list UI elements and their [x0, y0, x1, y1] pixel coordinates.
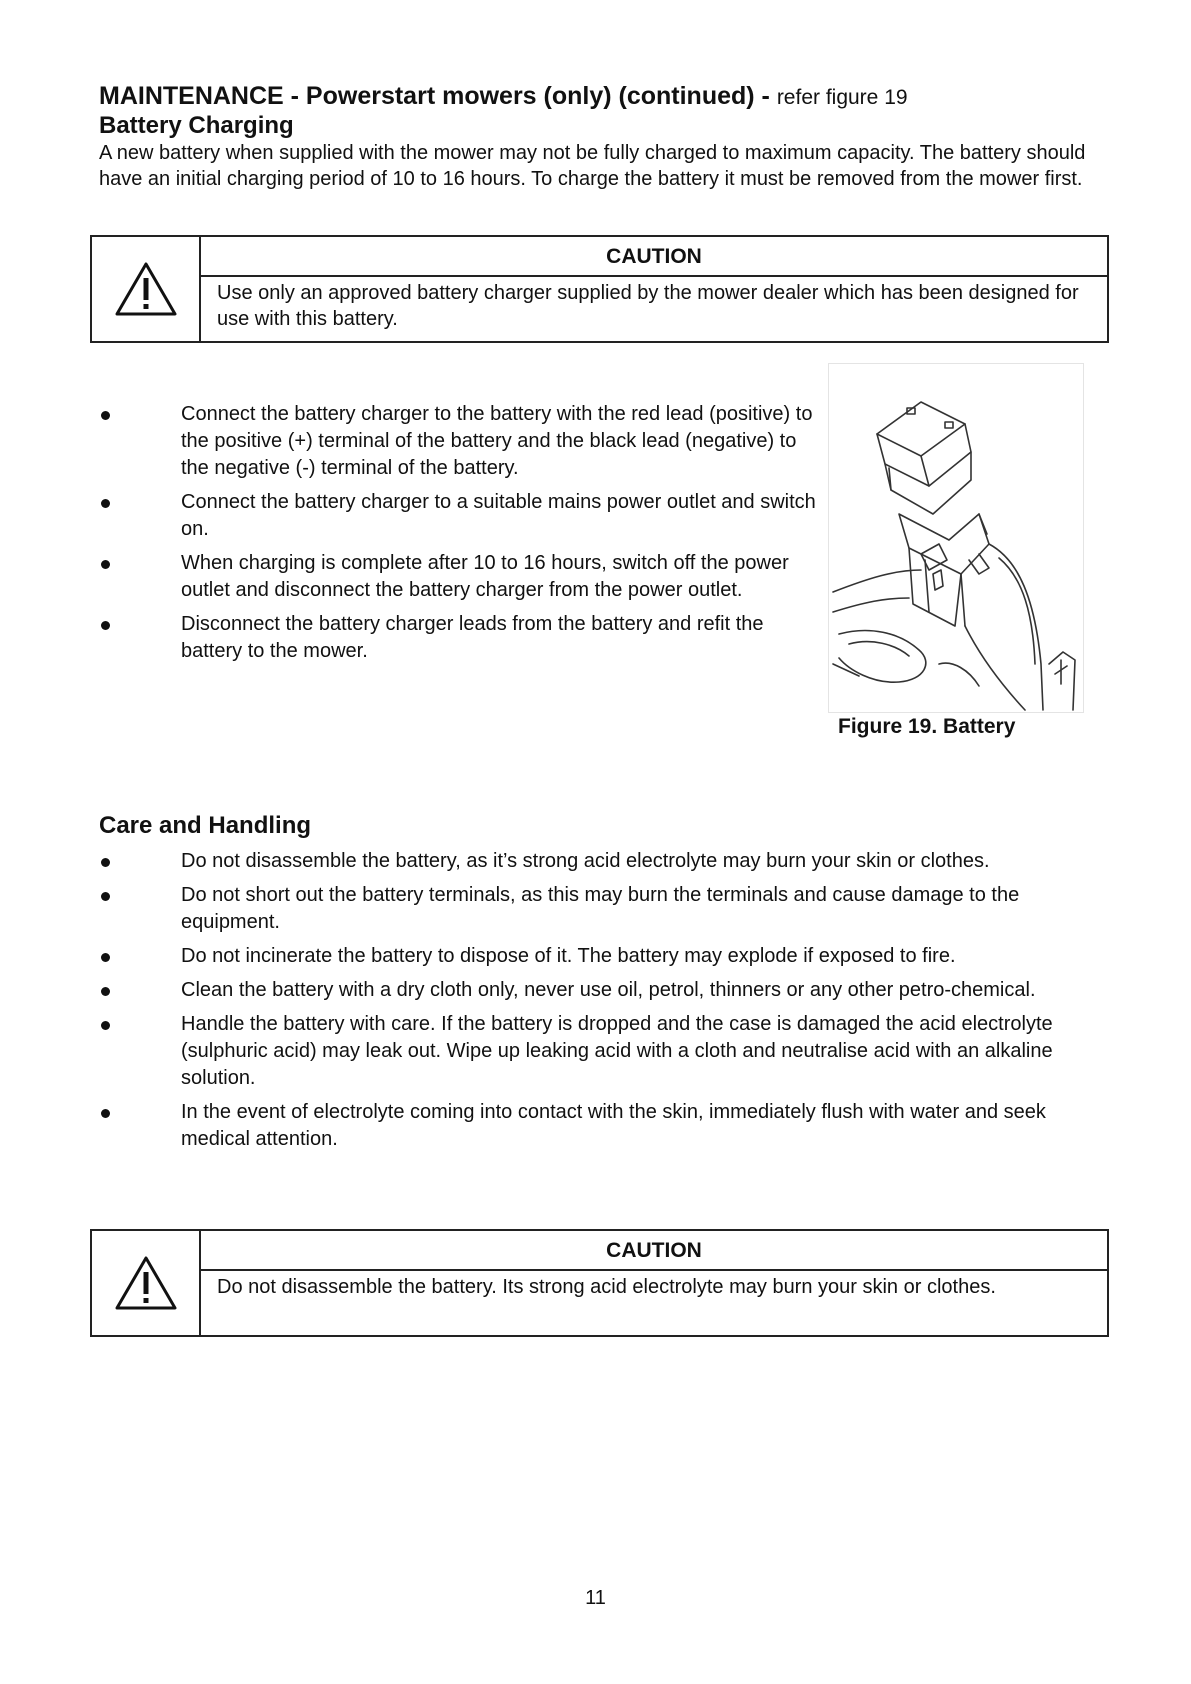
list-item: In the event of electrolyte coming into contact with the skin, immediately flush with water and seek medical attention.: [99, 1099, 1089, 1153]
bullet-icon: [101, 1021, 110, 1030]
section-title-text: MAINTENANCE - Powerstart mowers (only) (continued) -: [99, 82, 777, 110]
list-item: Do not disassemble the battery, as it’s strong acid electrolyte may burn your skin or clothes.: [99, 848, 1089, 875]
list-item: Connect the battery charger to the battery with the red lead (positive) to the positive (+) terminal of the battery and the black lead (negative) to the negative (-) terminal of the battery.: [99, 401, 829, 482]
charging-steps-list: [99, 401, 829, 672]
caution-title: CAUTION: [201, 1231, 1107, 1271]
bullet-icon: [101, 953, 110, 962]
list-item: Do not short out the battery terminals, as this may burn the terminals and cause damage to the equipment.: [99, 882, 1089, 936]
section-title: [99, 82, 908, 112]
list-item: Do not incinerate the battery to dispose of it. The battery may explode if exposed to fire.: [99, 943, 1089, 970]
caution-text: Do not disassemble the battery. Its strong acid electrolyte may burn your skin or clothes.: [217, 1276, 996, 1298]
battery-figure: [828, 363, 1084, 713]
bullet-icon: [101, 858, 110, 867]
list-item: Handle the battery with care. If the battery is dropped and the case is damaged the acid electrolyte (sulphuric acid) may leak out. Wipe up leaking acid with a cloth and neutralise acid with an alkaline solution.: [99, 1011, 1089, 1092]
caution-title: CAUTION: [201, 237, 1107, 277]
warning-triangle-icon: [92, 1231, 201, 1335]
list-item: When charging is complete after 10 to 16 hours, switch off the power outlet and disconnect the battery charger from the power outlet.: [99, 550, 829, 604]
page-number: 11: [585, 1587, 606, 1609]
bullet-icon: [101, 892, 110, 901]
battery-illustration: [829, 364, 1083, 712]
bullet-icon: [101, 987, 110, 996]
care-handling-list: [99, 848, 1089, 1160]
figure-reference: refer figure 19: [776, 86, 908, 109]
bullet-icon: [101, 1109, 110, 1118]
care-handling-heading: Care and Handling: [99, 812, 312, 839]
list-item: Clean the battery with a dry cloth only, never use oil, petrol, thinners or any other petro-chemical.: [99, 977, 1089, 1004]
caution-box-disassemble: [90, 1229, 1109, 1337]
list-item: Connect the battery charger to a suitable mains power outlet and switch on.: [99, 489, 829, 543]
list-item: Disconnect the battery charger leads from the battery and refit the battery to the mower.: [99, 611, 829, 665]
caution-box-charger: [90, 235, 1109, 343]
battery-charging-intro: A new battery when supplied with the mower may not be fully charged to maximum capacity. The battery should have an initial charging period of 10 to 16 hours. To charge the battery it must be removed from the mower first.: [99, 142, 1086, 190]
bullet-icon: [101, 560, 110, 569]
bullet-icon: [101, 411, 110, 420]
bullet-icon: [101, 499, 110, 508]
caution-text: Use only an approved battery charger supplied by the mower dealer which has been designed for use with this battery.: [217, 282, 1079, 330]
bullet-icon: [101, 621, 110, 630]
figure-caption: Figure 19. Battery: [838, 715, 1016, 738]
warning-triangle-icon: [92, 237, 201, 341]
battery-charging-heading: Battery Charging: [99, 112, 294, 139]
